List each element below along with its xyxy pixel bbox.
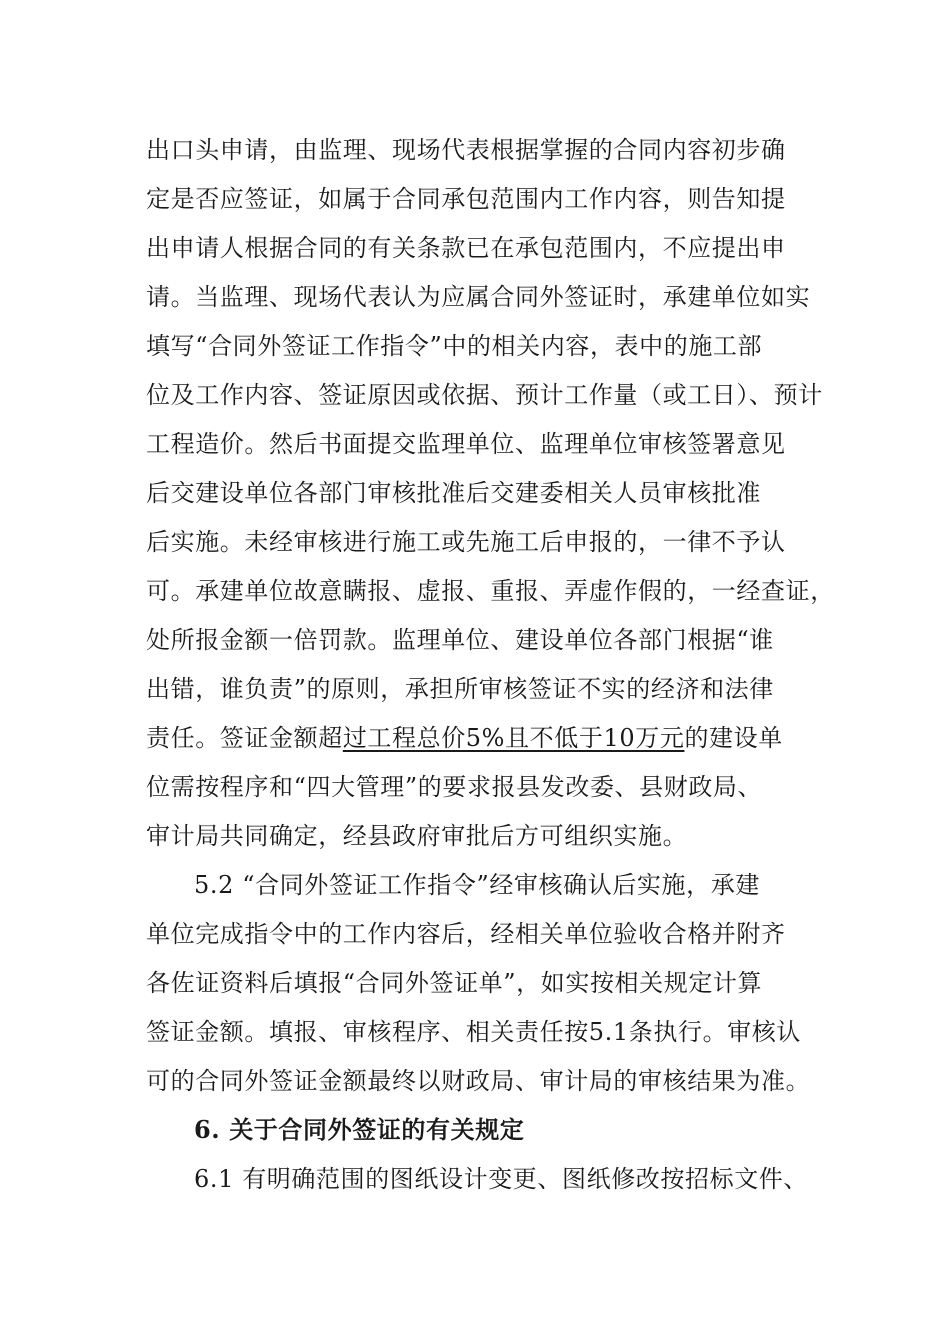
text-line: 可。承建单位故意瞒报、虚报、重报、弄虚作假的，一经查证， [146,577,835,605]
text-line [146,724,783,752]
text-line: 后实施。未经审核进行施工或先施工后申报的，一律不予认 [146,528,786,556]
text-line: 处所报金额一倍罚款。监理单位、建设单位各部门根据“谁 [146,626,774,654]
text-line: 位需按程序和“四大管理”的要求报县发改委、县财政局、 [146,773,763,801]
underlined-threshold-text: 过工程总价5%且不低于10万元 [342,724,685,752]
text-line: 出错，谁负责”的原则，承担所审核签证不实的经济和法律 [146,675,774,703]
text-segment: 的建设单 [684,724,783,752]
text-line: 位及工作内容、签证原因或依据、预计工作量（或工日）、预计 [146,381,823,409]
text-line: 请。当监理、现场代表认为应属合同外签证时，承建单位如实 [146,283,811,311]
text-line: 工程造价。然后书面提交监理单位、监理单位审核签署意见 [146,430,786,458]
text-line: 审计局共同确定，经县政府审批后方可组织实施。 [146,822,688,850]
text-line: 定是否应签证，如属于合同承包范围内工作内容，则告知提 [146,185,786,213]
text-line: 出申请人根据合同的有关条款已在承包范围内，不应提出申 [146,234,786,262]
text-line: 出口头申请，由监理、现场代表根据掌握的合同内容初步确 [146,136,786,164]
text-segment: 责任。签证金额超 [146,724,343,752]
text-line: 签证金额。填报、审核程序、相关责任按5.1条执行。审核认 [146,1018,801,1046]
text-line: 5.2 “合同外签证工作指令”经审核确认后实施，承建 [194,871,760,899]
text-line: 可的合同外签证金额最终以财政局、审计局的审核结果为准。 [146,1067,811,1095]
text-line: 后交建设单位各部门审核批准后交建委相关人员审核批准 [146,479,761,507]
text-line: 各佐证资料后填报“合同外签证单”，如实按相关规定计算 [146,969,763,997]
text-line: 6.1 有明确范围的图纸设计变更、图纸修改按招标文件、 [194,1165,808,1193]
section-heading: 6. 关于合同外签证的有关规定 [194,1115,525,1144]
text-line: 填写“合同外签证工作指令”中的相关内容，表中的施工部 [146,332,763,360]
text-line: 单位完成指令中的工作内容后，经相关单位验收合格并附齐 [146,920,786,948]
